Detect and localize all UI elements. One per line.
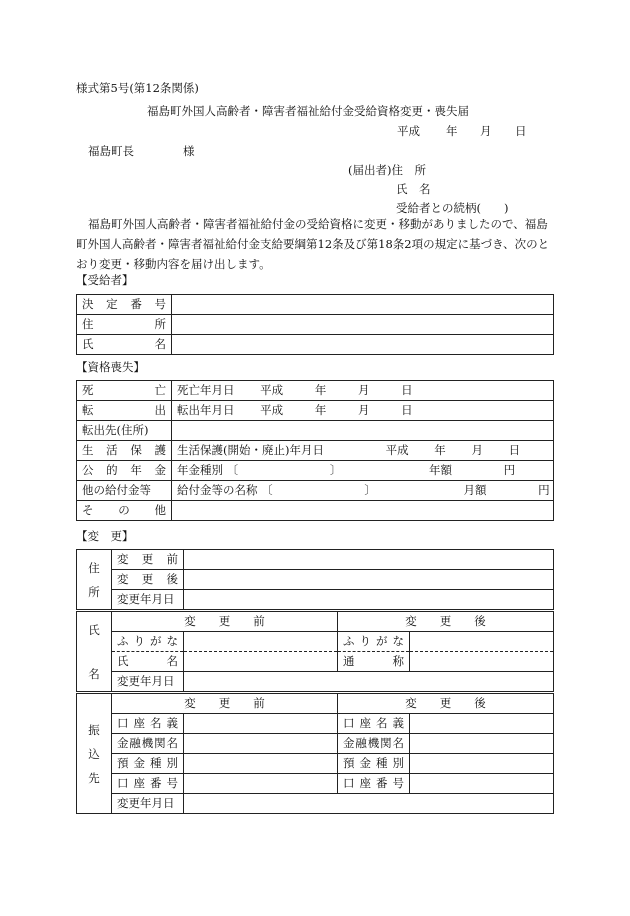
alias-label: 通称 bbox=[338, 652, 410, 672]
table-row bbox=[77, 794, 554, 814]
address-before-field[interactable] bbox=[184, 550, 554, 570]
form-number: 様式第5号(第12条関係) bbox=[76, 81, 199, 95]
move-month: 月 bbox=[357, 403, 370, 417]
other-benefit-name-text: 給付金等の名称 bbox=[177, 483, 258, 497]
address-after-field[interactable] bbox=[184, 570, 554, 590]
account-holder-before-field[interactable] bbox=[184, 714, 338, 734]
change-heading: 【変 更】 bbox=[76, 529, 134, 543]
table-row bbox=[77, 652, 554, 672]
other-benefit-label: 他の給付金等 bbox=[77, 481, 172, 501]
account-holder-after-field[interactable] bbox=[410, 714, 554, 734]
other-benefit-bracket-open: 〔 bbox=[261, 483, 273, 497]
table-row bbox=[77, 612, 554, 632]
death-year: 年 bbox=[314, 383, 327, 397]
form-title: 福島町外国人高齢者・障害者福祉給付金受給資格変更・喪失届 bbox=[147, 104, 469, 118]
welfare-day: 日 bbox=[508, 443, 521, 457]
deposit-type-after-label: 預金種別 bbox=[338, 754, 410, 774]
table-row bbox=[77, 441, 554, 461]
death-era: 平成 bbox=[260, 383, 284, 397]
table-row bbox=[77, 401, 554, 421]
deposit-type-after-field[interactable] bbox=[410, 754, 554, 774]
pension-unit: 円 bbox=[503, 463, 516, 477]
death-day: 日 bbox=[401, 383, 413, 397]
recipient-name-field[interactable] bbox=[172, 335, 554, 355]
date-day: 日 bbox=[515, 124, 527, 138]
recipient-name-label: 氏名 bbox=[77, 335, 172, 355]
table-row bbox=[77, 315, 554, 335]
furigana-before-label: ふりがな bbox=[112, 632, 184, 652]
address-date-field[interactable] bbox=[184, 590, 554, 610]
pension-bracket-open: 〔 bbox=[226, 463, 239, 477]
account-holder-before-label: 口座名義 bbox=[112, 714, 184, 734]
institution-before-label: 金融機関名 bbox=[112, 734, 184, 754]
death-date-text: 死亡年月日 bbox=[177, 383, 235, 397]
welfare-date-text: 生活保護(開始・廃止)年月日 bbox=[177, 443, 324, 457]
move-year: 年 bbox=[314, 403, 327, 417]
table-row bbox=[77, 754, 554, 774]
address-before-label: 変更前 bbox=[112, 550, 184, 570]
table-row bbox=[77, 550, 554, 570]
account-holder-after-label: 口座名義 bbox=[338, 714, 410, 734]
loss-heading: 【資格喪失】 bbox=[76, 360, 145, 374]
pension-amount-label: 年額 bbox=[428, 463, 452, 477]
bank-date-field[interactable] bbox=[184, 794, 554, 814]
table-row bbox=[77, 734, 554, 754]
name-before-field[interactable] bbox=[184, 652, 338, 672]
pension-label: 公的年金 bbox=[77, 461, 172, 481]
decision-number-label: 決定番号 bbox=[77, 295, 172, 315]
move-day: 日 bbox=[401, 403, 413, 417]
table-row bbox=[77, 295, 554, 315]
pension-type-text: 年金種別 bbox=[177, 463, 223, 477]
table-row bbox=[77, 774, 554, 794]
address-change-table bbox=[76, 549, 554, 610]
table-row bbox=[77, 632, 554, 652]
table-row bbox=[77, 714, 554, 734]
body-text: 福島町外国人高齢者・障害者福祉給付金の受給資格に変更・移動がありましたので、福島町外国人高齢者・障害者福祉給付金支給要綱第12条及び第18条2項の規定に基づき、次のとおり変更・移動内容を届け出します。 bbox=[76, 217, 550, 271]
pension-bracket-close: 〕 bbox=[329, 463, 342, 477]
address-side-label bbox=[77, 550, 112, 610]
name-change-table bbox=[76, 611, 554, 692]
addressee: 福島町長 bbox=[88, 144, 134, 158]
move-label: 転出 bbox=[77, 401, 172, 421]
table-row bbox=[77, 421, 554, 441]
table-row bbox=[77, 461, 554, 481]
other-benefit-amount-label: 月額 bbox=[463, 483, 487, 497]
submitter-relation-label: 受給者との続柄( ) bbox=[396, 201, 509, 215]
address-side-char-1: 住 bbox=[88, 560, 100, 575]
submitter-address-label: (届出者)住 所 bbox=[348, 163, 426, 177]
other-benefit-field[interactable] bbox=[172, 481, 554, 501]
death-field[interactable] bbox=[172, 381, 554, 401]
furigana-before-field[interactable] bbox=[184, 632, 338, 652]
furigana-after-field[interactable] bbox=[410, 632, 554, 652]
address-date-label: 変更年月日 bbox=[112, 590, 184, 610]
addressee-suffix: 様 bbox=[183, 144, 195, 158]
other-benefit-bracket-close: 〕 bbox=[364, 483, 376, 497]
account-number-after-label: 口座番号 bbox=[338, 774, 410, 794]
institution-after-label: 金融機関名 bbox=[338, 734, 410, 754]
name-side-char-2: 名 bbox=[88, 666, 100, 681]
move-dest-field[interactable] bbox=[172, 421, 554, 441]
other-benefit-unit: 円 bbox=[538, 483, 550, 497]
move-date-text: 転出年月日 bbox=[177, 403, 235, 417]
bank-side-char-3: 先 bbox=[88, 770, 100, 785]
bank-date-label: 変更年月日 bbox=[112, 794, 184, 814]
name-after-header: 変 更 後 bbox=[338, 612, 554, 632]
date-month: 月 bbox=[480, 124, 492, 138]
institution-before-field[interactable] bbox=[184, 734, 338, 754]
table-row bbox=[77, 694, 554, 714]
institution-after-field[interactable] bbox=[410, 734, 554, 754]
recipient-table bbox=[76, 294, 554, 355]
deposit-type-before-label: 預金種別 bbox=[112, 754, 184, 774]
furigana-after-label: ふりがな bbox=[338, 632, 410, 652]
table-row bbox=[77, 481, 554, 501]
pension-field[interactable] bbox=[172, 461, 554, 481]
name-side-char-1: 氏 bbox=[88, 622, 100, 637]
other-field[interactable] bbox=[172, 501, 554, 521]
welfare-era: 平成 bbox=[385, 443, 409, 457]
name-before-label: 氏名 bbox=[112, 652, 184, 672]
name-date-field[interactable] bbox=[184, 672, 554, 692]
loss-table bbox=[76, 380, 554, 521]
alias-field[interactable] bbox=[410, 652, 554, 672]
bank-side-char-1: 振 bbox=[88, 722, 100, 737]
table-row bbox=[77, 570, 554, 590]
name-before-header: 変 更 前 bbox=[112, 612, 338, 632]
table-row bbox=[77, 335, 554, 355]
account-number-before-label: 口座番号 bbox=[112, 774, 184, 794]
recipient-address-field[interactable] bbox=[172, 315, 554, 335]
address-after-label: 変更後 bbox=[112, 570, 184, 590]
welfare-label: 生活保護 bbox=[77, 441, 172, 461]
death-label: 死亡 bbox=[77, 381, 172, 401]
move-dest-label: 転出先(住所) bbox=[77, 421, 172, 441]
bank-after-header: 変 更 後 bbox=[338, 694, 554, 714]
name-side-label bbox=[77, 612, 112, 692]
death-month: 月 bbox=[357, 383, 370, 397]
move-era: 平成 bbox=[260, 403, 284, 417]
address-side-char-2: 所 bbox=[88, 584, 100, 599]
table-row bbox=[77, 672, 554, 692]
bank-change-table bbox=[76, 693, 554, 814]
bank-side-label bbox=[77, 694, 112, 814]
date-era: 平成 bbox=[397, 124, 420, 138]
recipient-address-label: 住所 bbox=[77, 315, 172, 335]
deposit-type-before-field[interactable] bbox=[184, 754, 338, 774]
other-label: その他 bbox=[77, 501, 172, 521]
account-number-before-field[interactable] bbox=[184, 774, 338, 794]
bank-side-char-2: 込 bbox=[88, 746, 100, 761]
table-row bbox=[77, 381, 554, 401]
bank-before-header: 変 更 前 bbox=[112, 694, 338, 714]
welfare-field[interactable] bbox=[172, 441, 554, 461]
move-field[interactable] bbox=[172, 401, 554, 421]
recipient-heading: 【受給者】 bbox=[76, 273, 134, 287]
submitter-name-label: 氏 名 bbox=[396, 182, 431, 196]
table-row bbox=[77, 501, 554, 521]
welfare-year: 年 bbox=[434, 443, 446, 457]
decision-number-field[interactable] bbox=[172, 295, 554, 315]
table-row bbox=[77, 590, 554, 610]
name-date-label: 変更年月日 bbox=[112, 672, 184, 692]
date-year: 年 bbox=[446, 124, 458, 138]
welfare-month: 月 bbox=[471, 443, 483, 457]
account-number-after-field[interactable] bbox=[410, 774, 554, 794]
